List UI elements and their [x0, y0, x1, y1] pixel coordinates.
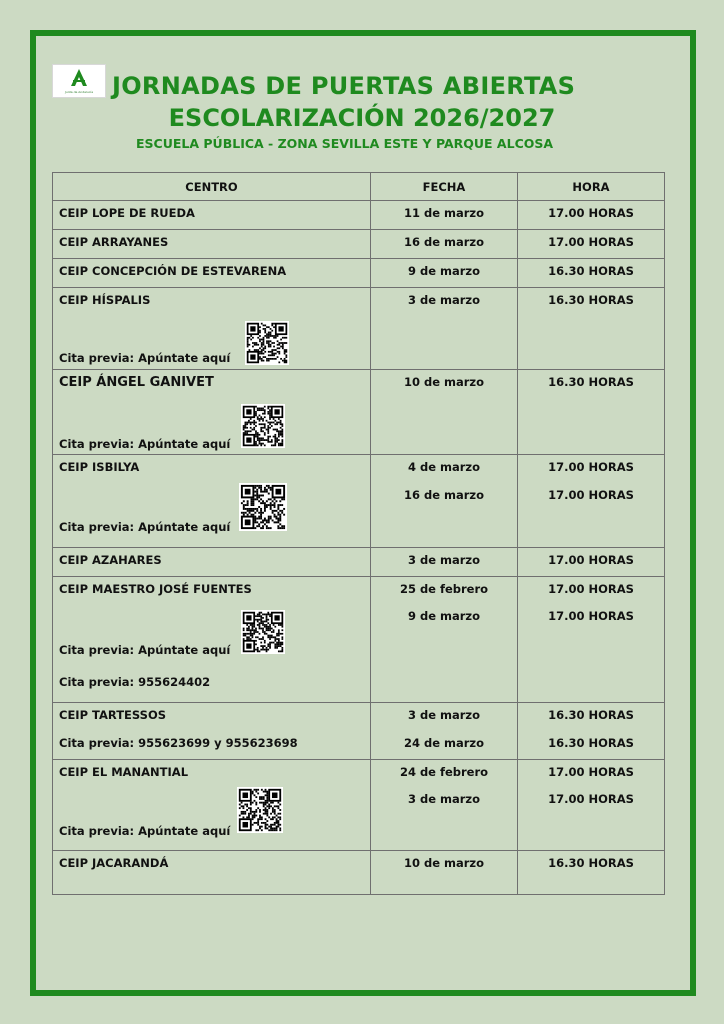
- hora: 17.00 HORAS: [548, 582, 634, 596]
- cita-previa-link[interactable]: Cita previa: Apúntate aquí: [59, 643, 231, 657]
- centro-name: CEIP MAESTRO JOSÉ FUENTES: [59, 582, 252, 596]
- hora: 17.00 HORAS: [548, 765, 634, 779]
- cita-previa-link[interactable]: Cita previa: Apúntate aquí: [59, 351, 231, 365]
- table-row: [53, 703, 665, 760]
- junta-andalucia-logo: [52, 64, 106, 98]
- table-row: [53, 230, 665, 259]
- cita-previa-phone: Cita previa: 955624402: [59, 675, 211, 689]
- qr-code-icon[interactable]: [239, 483, 287, 531]
- hora: 17.00 HORAS: [548, 235, 634, 249]
- hora: 16.30 HORAS: [548, 736, 634, 750]
- centro-name: CEIP HÍSPALIS: [59, 293, 151, 307]
- table-row: [53, 851, 665, 895]
- centro-name: CEIP EL MANANTIAL: [59, 765, 189, 779]
- fecha: 4 de marzo: [407, 460, 481, 474]
- fecha: 9 de marzo: [407, 609, 481, 623]
- fecha: 3 de marzo: [407, 792, 481, 806]
- hora: 16.30 HORAS: [548, 708, 634, 722]
- hora: 17.00 HORAS: [548, 553, 634, 567]
- title-line-1: JORNADAS DE PUERTAS ABIERTAS: [112, 72, 576, 100]
- header-hora: HORA: [518, 173, 665, 201]
- table-header-row: [53, 173, 665, 201]
- qr-code-icon[interactable]: [237, 787, 283, 833]
- qr-code-icon[interactable]: [241, 404, 285, 448]
- centro-name: CEIP ISBILYA: [59, 460, 140, 474]
- hora: 16.30 HORAS: [548, 293, 634, 307]
- fecha: 24 de marzo: [403, 736, 485, 750]
- title-line-2: ESCOLARIZACIÓN 2026/2027: [168, 104, 556, 132]
- subtitle: ESCUELA PÚBLICA - ZONA SEVILLA ESTE Y PARQUE ALCOSA: [136, 136, 554, 151]
- fecha: 11 de marzo: [403, 206, 485, 220]
- centro-name: CEIP ÁNGEL GANIVET: [59, 375, 214, 390]
- qr-code-icon[interactable]: [245, 321, 289, 365]
- table-row: [53, 201, 665, 230]
- fecha: 10 de marzo: [403, 856, 485, 870]
- table-row: [53, 548, 665, 577]
- cita-previa-link[interactable]: Cita previa: Apúntate aquí: [59, 437, 231, 451]
- qr-code-icon[interactable]: [241, 610, 285, 654]
- fecha: 16 de marzo: [403, 488, 485, 502]
- hora: 17.00 HORAS: [548, 609, 634, 623]
- fecha: 16 de marzo: [403, 235, 485, 249]
- fecha: 3 de marzo: [407, 553, 481, 567]
- header-centro: CENTRO: [53, 173, 371, 201]
- hora: 16.30 HORAS: [548, 264, 634, 278]
- table-row: [53, 577, 665, 703]
- fecha: 10 de marzo: [403, 375, 485, 389]
- centro-name: CEIP JACARANDÁ: [59, 856, 169, 870]
- hora: 16.30 HORAS: [548, 856, 634, 870]
- cita-previa-phone: Cita previa: 955623699 y 955623698: [59, 736, 298, 750]
- table-row: [53, 288, 665, 370]
- fecha: 9 de marzo: [407, 264, 481, 278]
- schedule-table: [52, 172, 665, 895]
- hora: 17.00 HORAS: [548, 206, 634, 220]
- cita-previa-link[interactable]: Cita previa: Apúntate aquí: [59, 824, 231, 838]
- centro-name: CEIP AZAHARES: [59, 553, 162, 567]
- centro-name: CEIP TARTESSOS: [59, 708, 167, 722]
- table-row: [53, 370, 665, 455]
- logo-text: Junta de Andalucía: [64, 90, 94, 94]
- table-row: [53, 259, 665, 288]
- hora: 16.30 HORAS: [548, 375, 634, 389]
- fecha: 3 de marzo: [407, 708, 481, 722]
- fecha: 3 de marzo: [407, 293, 481, 307]
- table-row: [53, 760, 665, 851]
- andalucia-emblem-icon: [69, 68, 89, 88]
- fecha: 24 de febrero: [399, 765, 489, 779]
- hora: 17.00 HORAS: [548, 488, 634, 502]
- fecha: 25 de febrero: [399, 582, 489, 596]
- centro-name: CEIP LOPE DE RUEDA: [59, 206, 195, 220]
- hora: 17.00 HORAS: [548, 460, 634, 474]
- centro-name: CEIP CONCEPCIÓN DE ESTEVARENA: [59, 264, 287, 278]
- cita-previa-link[interactable]: Cita previa: Apúntate aquí: [59, 520, 231, 534]
- centro-name: CEIP ARRAYANES: [59, 235, 169, 249]
- hora: 17.00 HORAS: [548, 792, 634, 806]
- table-row: [53, 455, 665, 548]
- header-fecha: FECHA: [371, 173, 518, 201]
